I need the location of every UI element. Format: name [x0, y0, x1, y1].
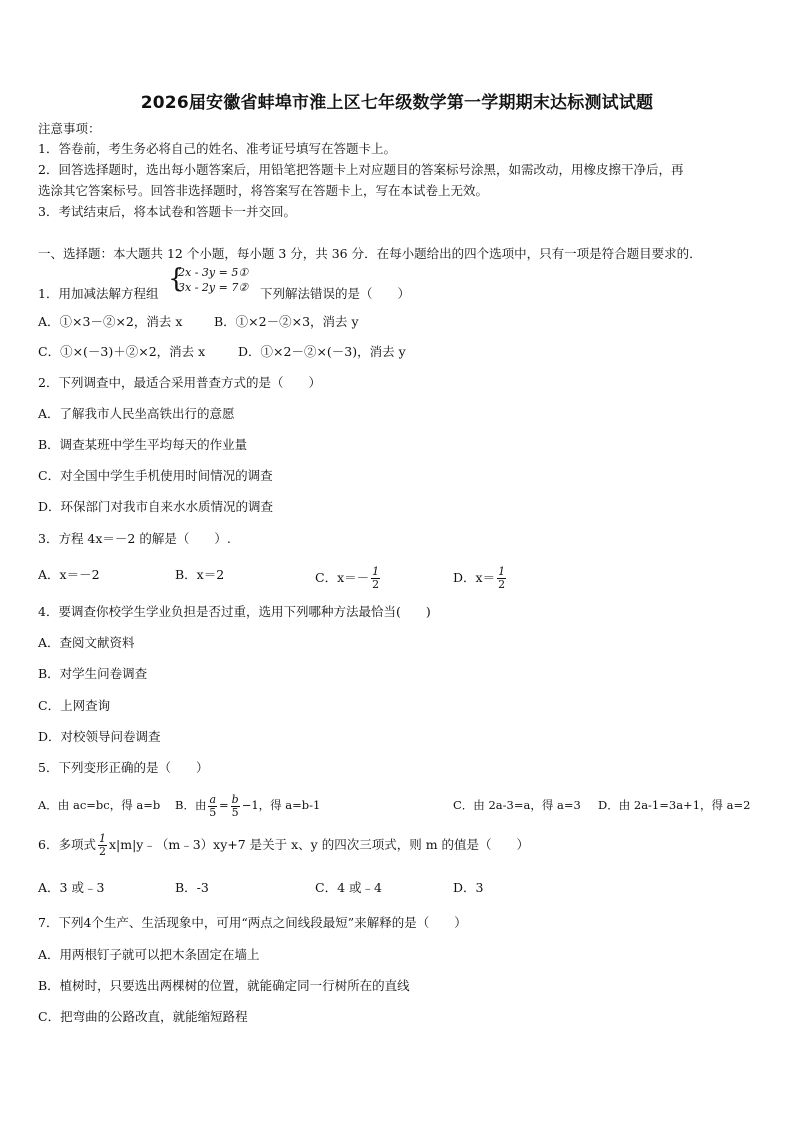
q6-den: 2 — [98, 845, 106, 858]
q3-option-c — [315, 566, 382, 591]
page-title: 2026届安徽省蚌埠市淮上区七年级数学第一学期期末达标测试试题 — [140, 93, 654, 113]
q7-stem: 7．下列4个生产、生活现象中，可用“两点之间线段最短”来解释的是（ ） — [38, 915, 467, 930]
q5-b-fraction-1 — [208, 794, 217, 819]
q2-stem: 2．下列调查中，最适合采用普查方式的是（ ） — [38, 375, 321, 390]
q5-b-num-2: b — [231, 792, 239, 806]
q5-option-d: D．由 2a-1=3a+1，得 a=2 — [598, 798, 751, 812]
q1-option-a: A．①×3－②×2，消去 x — [38, 314, 183, 329]
q3-d-den: 2 — [498, 578, 506, 591]
q5-b-equals: = — [219, 798, 229, 812]
q5-b-num-1: a — [209, 792, 217, 806]
q6-option-c: C．4 或﹣4 — [315, 880, 382, 895]
q1-eq1: 2x - 3y = 5① — [178, 266, 249, 279]
q7-option-c: C．把弯曲的公路改直，就能缩短路程 — [38, 1009, 248, 1024]
q6-rest: x|m|y﹣（m﹣3）xy+7 是关于 x、y 的四次三项式，则 m 的值是（ ） — [108, 837, 530, 852]
q1-eq2: 3x - 2y = 7② — [178, 281, 249, 294]
q2-option-a: A．了解我市人民坐高铁出行的意愿 — [38, 406, 235, 421]
q1-option-b: B．①×2－②×3，消去 y — [214, 314, 359, 329]
notice-item-3: 3．考试结束后，将本试卷和答题卡一并交回。 — [38, 204, 296, 219]
q6-option-a: A．3 或﹣3 — [38, 880, 105, 895]
system-brace: { — [168, 264, 185, 294]
q1-suffix: 下列解法错误的是（ ） — [260, 286, 411, 301]
q5-b-den-1: 5 — [209, 805, 217, 819]
q3-option-d-label: D．x＝ — [453, 570, 496, 585]
q3-c-fraction — [371, 566, 380, 591]
q1-prefix: 1．用加减法解方程组 — [38, 286, 159, 301]
q5-option-a: A．由 ac=bc，得 a=b — [38, 798, 161, 812]
q5-option-b-rest: −1，得 a=b-1 — [241, 798, 321, 812]
q6-num: 1 — [98, 832, 106, 845]
q5-option-b — [175, 792, 320, 819]
q3-c-num: 1 — [372, 565, 380, 578]
q2-option-d: D．环保部门对我市自来水水质情况的调查 — [38, 499, 274, 514]
notice-item-2: 2．回答选择题时，选出每小题答案后，用铅笔把答题卡上对应题目的答案标号涂黑，如需改动，用橡皮擦干净后，再 — [38, 162, 684, 177]
q5-option-c: C．由 2a-3=a，得 a=3 — [453, 798, 581, 812]
q4-option-d: D．对校领导问卷调查 — [38, 729, 161, 744]
q3-c-den: 2 — [372, 578, 380, 591]
q2-option-c: C．对全国中学生手机使用时间情况的调查 — [38, 468, 273, 483]
q4-stem: 4．要调查你校学生学业负担是否过重，选用下列哪种方法最恰当( ) — [38, 604, 431, 619]
q5-option-b-label: B．由 — [175, 798, 207, 812]
q4-option-a: A．查阅文献资料 — [38, 635, 135, 650]
section-heading: 一、选择题：本大题共 12 个小题，每小题 3 分，共 36 分．在每小题给出的四个选项中，只有一项是符合题目要求的． — [38, 246, 702, 261]
q3-d-num: 1 — [498, 565, 506, 578]
q5-b-fraction-2 — [231, 794, 240, 819]
q3-option-a: A．x＝－2 — [38, 567, 100, 582]
q5-b-den-2: 5 — [231, 805, 239, 819]
q3-option-d — [453, 566, 508, 591]
notice-item-2-cont: 选涂其它答案标号。回答非选择题时，将答案写在答题卡上，写在本试卷上无效。 — [38, 183, 489, 198]
q6-fraction — [98, 833, 107, 858]
notice-item-1: 1．答卷前，考生务必将自己的姓名、准考证号填写在答题卡上。 — [38, 141, 396, 156]
q6-prefix: 6．多项式 — [38, 837, 96, 852]
q6-option-b: B．-3 — [175, 880, 209, 895]
q3-d-fraction — [497, 566, 506, 591]
q3-stem: 3．方程 4x＝－2 的解是（ ）. — [38, 531, 231, 546]
q2-option-b: B．调查某班中学生平均每天的作业量 — [38, 437, 248, 452]
q1-option-c: C．①×(－3)＋②×2，消去 x — [38, 344, 206, 359]
q3-option-b: B．x＝2 — [175, 567, 225, 582]
q1-option-d: D．①×2－②×(－3)，消去 y — [238, 344, 406, 359]
q4-option-c: C．上网查询 — [38, 698, 111, 713]
q7-option-b: B．植树时，只要选出两棵树的位置，就能确定同一行树所在的直线 — [38, 978, 410, 993]
q6-option-d: D．3 — [453, 880, 484, 895]
q6-stem — [38, 832, 529, 858]
notice-heading: 注意事项： — [38, 121, 101, 136]
q4-option-b: B．对学生问卷调查 — [38, 666, 148, 681]
q5-stem: 5．下列变形正确的是（ ） — [38, 760, 209, 775]
q7-option-a: A．用两根钉子就可以把木条固定在墙上 — [38, 947, 260, 962]
q3-option-c-label: C．x＝－ — [315, 570, 370, 585]
